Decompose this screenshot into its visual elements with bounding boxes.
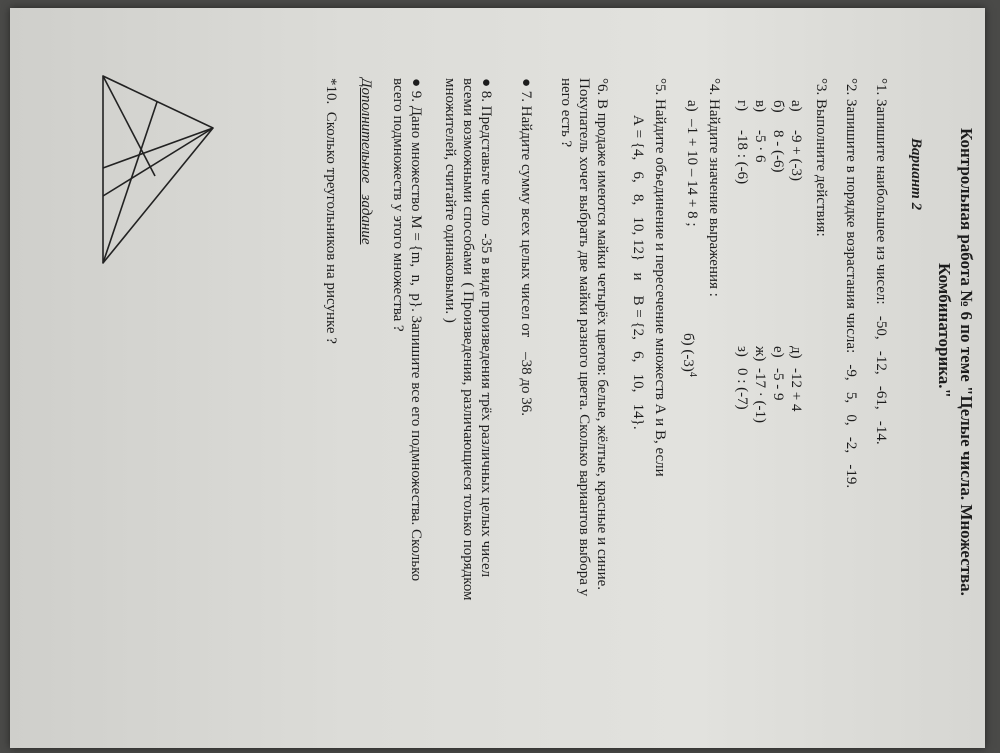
triangles-figure bbox=[82, 68, 217, 268]
task-3-item-h: 0 : (-7) bbox=[734, 368, 750, 410]
task-3-heading: °3. Выполните действия: bbox=[813, 78, 829, 237]
task-4-b bbox=[679, 333, 701, 377]
paper-sheet bbox=[10, 8, 985, 748]
task-6-line-1: °6. В продаже имеются майки четырёх цветов: белые, жёлтые, красные и синие. bbox=[594, 78, 610, 591]
figure-line-3 bbox=[103, 76, 155, 176]
document-page bbox=[10, 8, 985, 748]
task-3-item-d-letter: г) bbox=[734, 100, 750, 112]
task-8-line-2: всеми возможными способами ( Произведения, различающиеся только порядком bbox=[460, 78, 476, 601]
figure-line-4 bbox=[103, 102, 157, 263]
task-3-item-f-letter: е) bbox=[770, 346, 786, 358]
task-3-item-c: -5 · 6 bbox=[752, 130, 768, 163]
task-3-item-b: 8 - (-6) bbox=[770, 130, 786, 173]
task-3-item-a-letter: а) bbox=[788, 100, 804, 112]
task-4-b-exponent: 4 bbox=[687, 371, 698, 377]
task-5-line-1: °5. Найдите объединение и пересечение множеств А и В, если bbox=[652, 78, 668, 477]
task-3-item-f: -5 - 9 bbox=[770, 368, 786, 401]
task-8-line-3: множителей, считайте одинаковыми. ) bbox=[442, 78, 458, 323]
task-4-heading: °4. Найдите значение выражения : bbox=[706, 78, 722, 297]
task-3-item-a: -9 + (-3) bbox=[788, 130, 804, 181]
task-3-item-e: -12 + 4 bbox=[788, 368, 804, 412]
task-3-item-d: -18 : (-6) bbox=[734, 130, 750, 185]
figure-outer-triangle bbox=[103, 76, 213, 263]
task-9-line-2: всего подмножеств у этого множества ? bbox=[390, 78, 406, 332]
task-5-line-2: А = {4, 6, 8, 10, 12} и В = {2, 6, 10, 14}. bbox=[630, 115, 646, 430]
variant-label: Вариант 2 bbox=[908, 138, 924, 211]
task-1: °1. Запишите наибольшее из чисел: -50, -12, -61, -14. bbox=[873, 78, 889, 445]
title-line-1: Контрольная работа № 6 по теме "Целые числа. Множества. bbox=[957, 128, 976, 596]
task-6-line-3: него есть ? bbox=[558, 78, 574, 148]
task-3-item-g-letter: ж) bbox=[752, 346, 768, 362]
task-10: *10. Сколько треугольников на рисунке ? bbox=[323, 78, 339, 344]
extra-task-heading: Дополнительное задание bbox=[358, 78, 374, 245]
task-3-item-e-letter: д) bbox=[788, 346, 804, 359]
task-4-b-base: б) (-3) bbox=[680, 333, 696, 372]
task-6-line-2: Покупатель хочет выбрать две майки разного цвета. Сколько вариантов выбора у bbox=[576, 78, 592, 597]
task-2: °2. Запишите в порядке возрастания числа: -9, 5, 0, -2, -19. bbox=[843, 78, 859, 489]
task-3-item-b-letter: б) bbox=[770, 100, 786, 113]
title-line-2: Комбинаторика." bbox=[935, 263, 954, 398]
task-7: ● 7. Найдите сумму всех целых чисел от –38 до 36. bbox=[518, 78, 534, 417]
task-3-item-c-letter: в) bbox=[752, 100, 768, 113]
task-4-a: а) –1 + 10 – 14 + 8 ; bbox=[684, 100, 700, 227]
task-3-item-h-letter: з) bbox=[734, 346, 750, 357]
task-3-item-g: -17 · (-1) bbox=[752, 368, 768, 423]
task-9-line-1: ● 9. Дано множество М = {m, n, p}. Запишите все его подмножества. Сколько bbox=[408, 78, 424, 582]
task-8-line-1: ● 8. Представьте число -35 в виде произведения трёх различных целых чисел bbox=[478, 78, 494, 578]
